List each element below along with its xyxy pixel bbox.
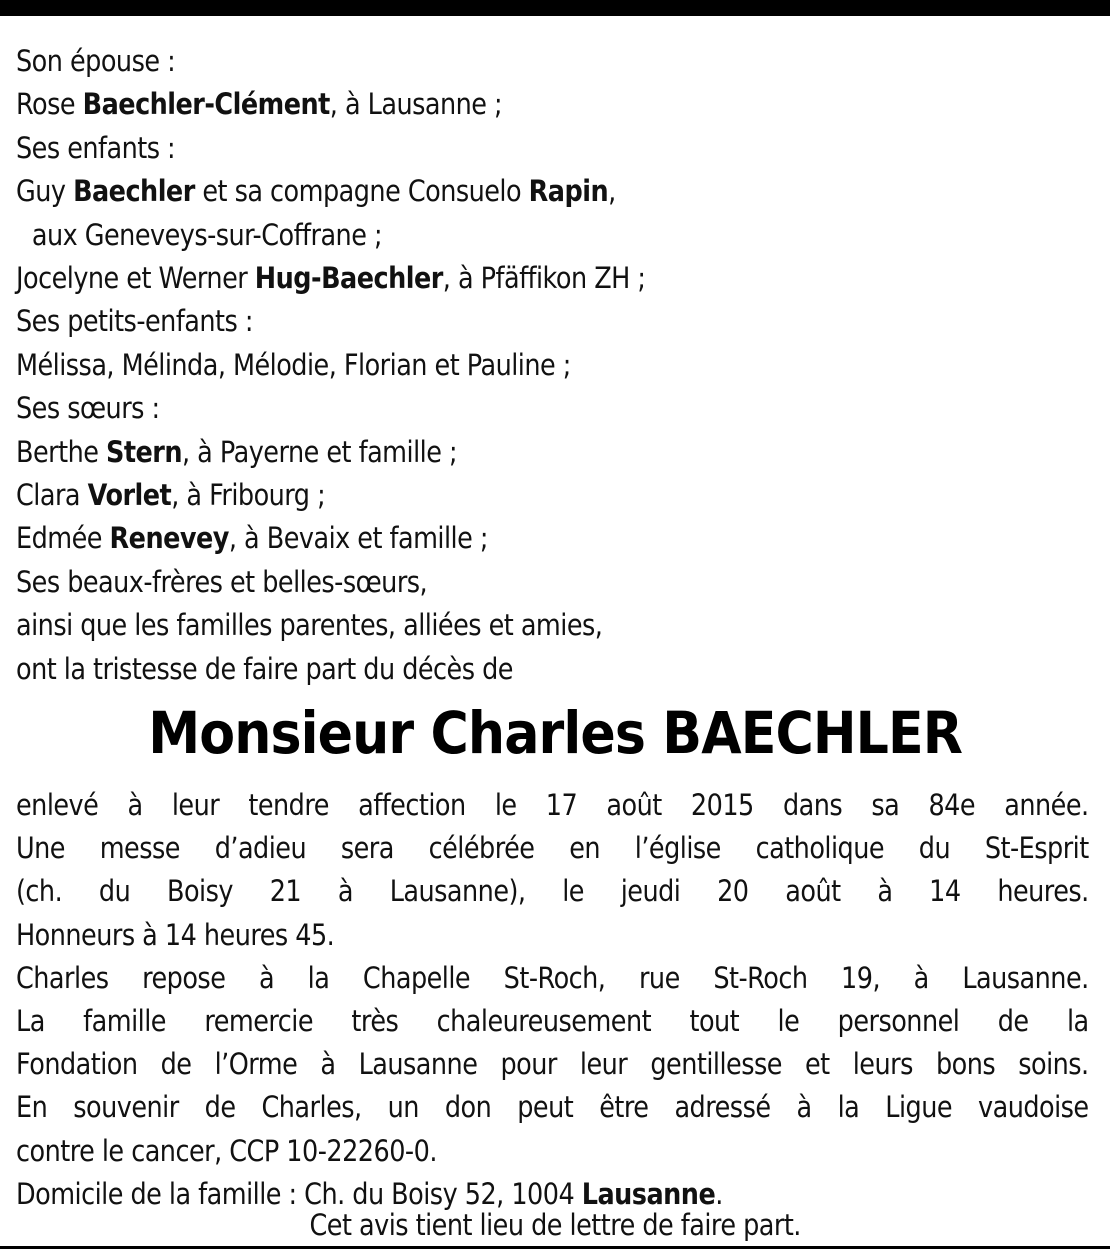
body-word: rue	[638, 960, 680, 995]
body-word: pour	[500, 1047, 557, 1082]
body-word: 14	[929, 874, 961, 909]
sister3-first-name: Edmée	[16, 521, 102, 556]
body-word: août	[785, 874, 841, 909]
body-word: Boisy	[166, 874, 233, 909]
body-word: leur	[579, 1047, 628, 1082]
body-word: (ch.	[16, 874, 63, 909]
body-line-8	[16, 1086, 1089, 1129]
body-word: le	[777, 1004, 800, 1039]
body-word: tendre	[248, 788, 329, 822]
body-word: 21	[269, 874, 302, 909]
sister-entry-1	[16, 431, 966, 474]
announcement-line: ont la tristesse de faire part du décès de	[16, 651, 513, 686]
sister2-first-name: Clara	[16, 478, 81, 513]
body-word: du	[918, 831, 951, 866]
body-word: repose	[142, 960, 226, 995]
sister2-surname: Vorlet	[87, 478, 172, 513]
child-entry-1	[16, 170, 966, 213]
spouse-place: , à Lausanne ;	[329, 87, 503, 122]
body-word: remercie	[204, 1004, 314, 1039]
body-word: et	[805, 1047, 830, 1082]
body-word: leurs	[852, 1047, 913, 1082]
body-word: Charles,	[261, 1090, 362, 1125]
body-word: célébrée	[428, 831, 535, 866]
body-word: St-Esprit	[984, 831, 1089, 866]
top-border-rule	[0, 0, 1110, 16]
body-line-2	[16, 827, 1089, 870]
grandchildren-heading: Ses petits-enfants :	[16, 304, 253, 339]
body-word: très	[351, 1004, 399, 1039]
child1-surname: Baechler	[73, 174, 195, 209]
body-word: à	[877, 874, 893, 909]
body-word: peut	[517, 1090, 574, 1125]
body-word: 17	[545, 788, 578, 822]
body-word: de	[204, 1090, 236, 1125]
sister1-surname: Stern	[106, 434, 183, 469]
body-word: gentillesse	[650, 1047, 782, 1082]
body-word: personnel	[837, 1004, 960, 1039]
body-word: 20	[717, 874, 749, 909]
body-word: Lausanne.	[962, 960, 1089, 995]
body-word: le	[562, 874, 584, 909]
body-line-6	[16, 1000, 1089, 1043]
body-word: Charles	[16, 960, 109, 995]
sister2-place: , à Fribourg ;	[171, 478, 326, 513]
body-word: août	[606, 788, 662, 822]
deceased-name-text: Monsieur Charles BAECHLER	[148, 699, 962, 767]
sister1-place: , à Payerne et famille ;	[182, 434, 458, 469]
body-word: 84e	[928, 788, 976, 822]
child1-comma: ,	[608, 174, 616, 209]
body-word: en	[569, 831, 601, 866]
body-word: la	[307, 960, 330, 995]
body-word: la	[837, 1090, 860, 1125]
body-word: l’église	[634, 831, 721, 866]
sister-entry-3	[16, 517, 966, 560]
body-word: vaudoise	[978, 1090, 1089, 1125]
domicile-period: .	[715, 1176, 723, 1211]
body-word: don	[444, 1090, 492, 1125]
body-word: chaleureusement	[436, 1004, 652, 1039]
sister1-first-name: Berthe	[16, 434, 99, 469]
body-word: Ligue	[885, 1090, 953, 1125]
body-line-1	[16, 784, 1089, 827]
body-word: En	[16, 1090, 48, 1125]
body-line-9: contre le cancer, CCP 10-22260-0.	[16, 1133, 437, 1168]
body-word: souvenir	[73, 1090, 179, 1125]
children-heading: Ses enfants :	[16, 130, 176, 165]
sister3-surname: Renevey	[109, 521, 229, 556]
body-word: la	[1066, 1004, 1089, 1039]
body-word: l’Orme	[214, 1047, 298, 1082]
grandchildren-names: Mélissa, Mélinda, Mélodie, Florian et Pauline ;	[16, 347, 571, 382]
body-word: dans	[782, 788, 843, 822]
body-word: Fondation	[16, 1047, 138, 1082]
child1-partner-surname: Rapin	[528, 174, 609, 209]
inlaws-line: Ses beaux-frères et belles-sœurs,	[16, 564, 428, 599]
domicile-address: Domicile de la famille : Ch. du Boisy 52, 1004	[16, 1176, 575, 1211]
body-word: 2015	[690, 788, 754, 822]
closing-note	[0, 1204, 1110, 1247]
body-word: catholique	[755, 831, 885, 866]
body-word: St-Roch,	[503, 960, 606, 995]
body-line-4: Honneurs à 14 heures 45.	[16, 917, 335, 952]
sisters-heading: Ses sœurs :	[16, 391, 160, 426]
child2-first-names: Jocelyne et Werner	[16, 261, 248, 296]
child2-place: , à Pfäffikon ZH ;	[442, 261, 646, 296]
body-word: 19,	[841, 960, 881, 995]
body-line-7	[16, 1043, 1089, 1086]
body-line-3	[16, 870, 1089, 913]
body-word: soins.	[1018, 1047, 1089, 1082]
body-word: à	[320, 1047, 336, 1082]
family-list	[16, 40, 966, 691]
body-word: affection	[358, 788, 466, 822]
body-word: Une	[16, 831, 65, 866]
deceased-name-heading	[0, 696, 1110, 770]
child1-place: aux Geneveys-sur-Coffrane ;	[31, 217, 383, 252]
body-word: famille	[83, 1004, 166, 1039]
body-line-5	[16, 957, 1089, 1000]
body-word: à	[127, 788, 143, 822]
body-word: St-Roch	[713, 960, 808, 995]
spouse-heading: Son épouse :	[16, 44, 176, 78]
sister3-place: , à Bevaix et famille ;	[228, 521, 488, 556]
child1-partner-text: et sa compagne Consuelo	[202, 174, 522, 209]
body-word: sera	[340, 831, 394, 866]
body-word: leur	[171, 788, 220, 822]
domicile-city: Lausanne	[581, 1176, 716, 1211]
body-word: La	[16, 1004, 45, 1039]
body-word: à	[796, 1090, 812, 1125]
body-word: Lausanne	[358, 1047, 478, 1082]
body-word: de	[160, 1047, 192, 1082]
body-word: le	[494, 788, 517, 822]
body-word: du	[98, 874, 131, 909]
spouse-entry	[16, 83, 966, 126]
body-word: enlevé	[16, 788, 99, 822]
body-word: à	[913, 960, 929, 995]
bottom-border-rule	[0, 1246, 1110, 1249]
body-word: de	[997, 1004, 1029, 1039]
body-word: être	[599, 1090, 649, 1125]
child1-first-name: Guy	[16, 174, 66, 209]
body-word: messe	[99, 831, 180, 866]
sister-entry-2	[16, 474, 966, 517]
body-word: bons	[935, 1047, 996, 1082]
body-word: à	[337, 874, 353, 909]
spouse-surname: Baechler-Clément	[82, 87, 330, 122]
body-word: d’adieu	[214, 831, 307, 866]
child2-surname: Hug-Baechler	[254, 261, 443, 296]
closing-note-text: Cet avis tient lieu de lettre de faire part.	[309, 1208, 801, 1242]
spouse-first-name: Rose	[16, 87, 76, 122]
body-word: sa	[871, 788, 900, 822]
body-word: Chapelle	[362, 960, 471, 995]
body-word: année.	[1004, 788, 1089, 822]
body-word: à	[258, 960, 275, 995]
body-word: jeudi	[620, 874, 681, 909]
relatives-line: ainsi que les familles parentes, alliées et amies,	[16, 608, 603, 643]
body-word: heures.	[997, 874, 1089, 909]
child-entry-2	[16, 257, 966, 300]
body-word: tout	[689, 1004, 740, 1039]
body-word: Lausanne),	[389, 874, 526, 909]
obituary-body	[16, 784, 1089, 1216]
body-word: un	[387, 1090, 419, 1125]
body-word: adressé	[674, 1090, 771, 1125]
